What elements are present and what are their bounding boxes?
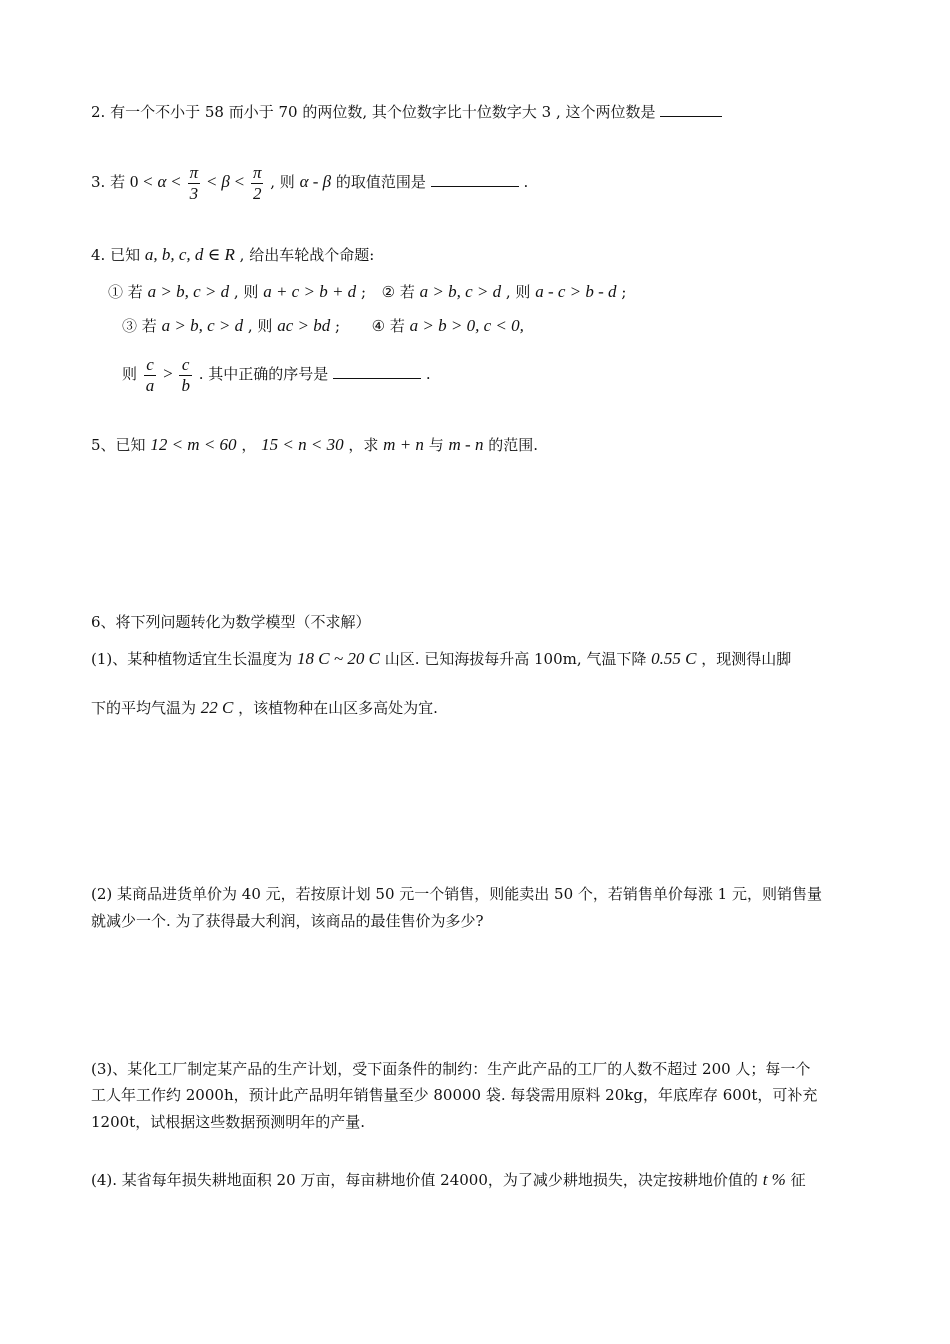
frac-den: b [181,375,190,395]
frac-num: π [189,162,199,182]
math-lt: < [171,172,181,191]
q6-p1-d: 下的平均气温为 [91,699,197,717]
question-6-part-3-line-1: (3)、某化工厂制定某产品的生产计划，受下面条件的制约：生产此产品的工厂的人数不超过 200 人；每一个 [91,1060,811,1078]
prop-1-cond: a > b, c > d [147,282,230,301]
q5-tail: 的范围. [488,436,539,454]
q6-p1-temp-drop: 0.55 C [651,649,697,668]
frac-den: a [145,375,155,395]
fraction-pi-2 [251,163,264,204]
fraction-c-over-b [179,355,192,396]
prop-1-then: , 则 [233,283,259,301]
q6-p4-var: t % [762,1170,786,1189]
prop-4-label: ④ [371,317,386,335]
question-2-text: 2. 有一个不小于 58 而小于 70 的两位数, 其个位数字比十位数字大 3 , 这个两位数是 [91,103,656,121]
prop-3-sep: ; [335,317,341,335]
prop-2-if: 若 [399,283,415,301]
prop-3-then: , 则 [247,317,273,335]
prop-3-label: ③ [122,317,138,335]
frac-den: 2 [252,183,262,203]
math-zero: 0 [129,172,139,191]
question-6-part-4-line-1 [91,1169,806,1191]
answer-blank [333,364,421,379]
prop-4-cond: a > b > 0, c < 0, [409,316,524,335]
fraction-c-over-a [144,355,157,396]
q5-cond1: 12 < m < 60 [150,435,237,454]
q6-p1-a: (1)、某种植物适宜生长温度为 [91,650,293,668]
frac-num: c [146,354,154,374]
prop-2-then: , 则 [505,283,531,301]
q6-p1-e: ，该植物种在山区多高处为宜. [238,699,438,717]
question-2 [91,101,722,123]
q5-cond2: 15 < n < 30 [261,435,344,454]
q5-sum: m + n [383,435,424,454]
question-3-prefix: 3. 若 [91,173,126,191]
q6-p1-temp-range: 18 C ~ 20 C [297,649,380,668]
question-3 [91,160,528,204]
fraction-pi-3 [188,163,201,204]
q6-p4-a: (4). 某省每年损失耕地面积 20 万亩，每亩耕地价值 24000，为了减少耕地损失，决定按耕地价值的 [91,1171,758,1189]
prop-1-label: ① [108,283,124,301]
question-3-suffix: 的取值范围是 [335,173,426,191]
q5-ask: ，求 [348,436,379,454]
question-3-end: . [523,173,529,191]
q5-diff: m - n [448,435,484,454]
math-alpha: α [157,172,167,191]
question-6-title: 6、将下列问题转化为数学模型（不求解） [91,613,371,631]
math-alpha-minus-beta: α - β [299,172,332,191]
prop-4-if: 若 [389,317,405,335]
math-lt: < [143,172,153,191]
q6-p1-b: 山区. 已知海拔每升高 100m, 气温下降 [384,650,647,668]
prop-2-res: a - c > b - d [535,282,617,301]
prop-1-if: 若 [127,283,143,301]
question-6-part-1-line-2 [91,697,438,719]
math-lt: < [206,172,217,191]
question-5 [91,434,538,456]
prop-1-res: a + c > b + d [263,282,357,301]
prop-2-sep: ; [621,283,627,301]
q6-p4-b: 征 [790,1171,806,1189]
q4-intro2: , 给出车轮战个命题: [239,246,375,264]
question-3-mid: , 则 [270,173,295,191]
prop-3-if: 若 [141,317,157,335]
question-6-part-1-line-1 [91,648,791,670]
question-4-props-3-4 [122,315,524,337]
answer-blank [660,102,722,117]
frac-num: c [181,354,190,374]
question-6-part-3-line-2: 工人年工作约 2000h，预计此产品明年销售量至少 80000 袋. 每袋需用原料 20kg，年底库存 600t，可补充 [91,1086,818,1104]
question-6-part-2-line-2: 就减少一个. 为了获得最大利润，该商品的最佳售价为多少? [91,912,484,930]
question-6-part-2-line-1: (2) 某商品进货单价为 40 元，若按原计划 50 元一个销售，则能卖出 50 个，若销售单价每涨 1 元，则销售量 [91,885,822,903]
q5-comma: ， [241,436,257,454]
prop-2-cond: a > b, c > d [419,282,502,301]
q4-tail: . 其中正确的序号是 [198,365,329,383]
prop-3-res: ac > bd [277,316,331,335]
question-6-part-3-line-3: 1200t，试根据这些数据预测明年的产量. [91,1113,365,1131]
q4-end: . [425,365,431,383]
q6-p1-temp-base: 22 C [200,698,234,717]
prop-4-then: 则 [122,365,138,383]
frac-den: 3 [189,183,199,203]
q4-intro: 4. 已知 [91,246,141,264]
answer-blank [431,172,519,187]
prop-2-label: ② [381,283,396,301]
prop-1-sep: ; [360,283,367,301]
frac-num: π [252,162,262,182]
prop-3-cond: a > b, c > d [161,316,244,335]
question-4-prop-4-cont [122,352,431,396]
math-gt: > [163,364,173,383]
q6-p1-c: ，现测得山脚 [701,650,792,668]
q5-and: 与 [428,436,444,454]
math-lt: < [234,172,245,191]
math-beta: β [221,172,230,191]
question-4-props-1-2 [108,281,626,303]
math-vars: a, b, c, d ∈ R [144,245,235,264]
question-4-intro [91,244,374,266]
q5-label: 5、已知 [91,436,146,454]
